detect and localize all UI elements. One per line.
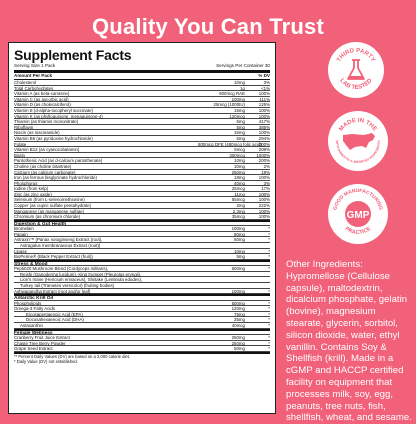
nutrient-dv: 100% — [258, 191, 270, 197]
nutrient-dv: 111% — [259, 96, 270, 102]
made-in-usa-badge — [328, 111, 388, 171]
nutrient-dv: 100% — [258, 130, 270, 136]
nutrient-dv: 100% — [258, 214, 270, 220]
nutrient-name: Copper (as cupric sulfate pentahydrate) — [14, 203, 92, 209]
nutrient-name: Astraxin™ (Panax notoginseng Extract (root), — [14, 237, 103, 243]
nutrient-dv: 100% — [258, 197, 270, 203]
other-ingredients-text: Other Ingredients: Hypromellose (Cellulose capsule), maltodextrin, dicalcium phosphate, gelatin (bovine), magnesium stearate, glycerin, sorbitol, silicon dioxide, water, ethyl vanillin. Contains Soy & Shellfish (krill). Made in a cGMP and HACCP certified facility on equipment that processes milk, soy, egg, peanuts, tree nuts, fish, shellfish, wheat, and sesame. — [286, 259, 412, 424]
serving-size: Serving Size 1 Pack — [14, 63, 56, 68]
nutrient-rows — [14, 80, 270, 220]
nutrient-dv: 200% — [258, 158, 270, 164]
nutrient-amount: 11mg — [234, 191, 245, 197]
nutrient-dv: 100% — [258, 208, 270, 214]
page-headline: Quality You Can Trust — [92, 14, 324, 39]
nutrient-dv: * — [268, 300, 270, 306]
nutrient-dv: * — [268, 311, 270, 317]
nutrient-dv: 1000% — [256, 152, 270, 158]
nutrient-name: Grape Seed Extract — [14, 346, 53, 352]
nutrient-amount — [198, 283, 248, 288]
nutrient-amount: 50mg — [234, 237, 245, 243]
nutrient-dv: 3% — [263, 180, 270, 186]
gmp-badge-center-text: GMP — [346, 210, 370, 221]
nutrient-name: Biotin — [14, 152, 25, 158]
footnote-not-established: * Daily Value (DV) not established. — [14, 358, 78, 364]
nutrient-amount: 5mg — [236, 119, 245, 125]
nutrient-dv: * — [268, 346, 270, 352]
nutrient-dv: 125% — [258, 102, 270, 108]
nutrient-amount: 100mg — [231, 226, 245, 232]
nutrient-amount: 2mg — [236, 203, 245, 209]
nutrient-name: Iron (as ferrous bisglycinate hydrochloride) — [14, 175, 97, 181]
nutrient-dv — [248, 277, 270, 282]
nutrient-amount: 10mg — [234, 248, 245, 254]
nutrient-dv: * — [268, 288, 270, 294]
nutrient-name: Lion's mane (Hericium erinaceus), Shiitake (Lentinula edodes), — [20, 277, 143, 283]
nutrient-name: Astaxanthin — [20, 322, 43, 328]
nutrient-name: Omega-3 Fatty Acids — [14, 306, 55, 312]
nutrient-dv: 100% — [258, 175, 270, 181]
nutrient-name: Total Carbohydrates — [14, 85, 54, 91]
nutrient-dv: 100% — [258, 91, 270, 97]
nutrient-amount: 100mg — [231, 96, 245, 102]
nutrient-amount: 50mg — [234, 346, 245, 352]
nutrient-amount: 300mcg — [229, 152, 245, 158]
nutrient-dv: 100% — [258, 107, 270, 113]
nutrient-name: Calcium (as calcium carbonate) — [14, 169, 76, 175]
nutrient-name: Manganese (as manganese sulfate) — [14, 208, 85, 214]
nutrient-amount: 5mg — [236, 254, 245, 260]
footnotes — [14, 352, 270, 364]
blend-sections — [14, 220, 270, 352]
nutrient-dv: * — [268, 231, 270, 237]
nutrient-dv: 17% — [261, 186, 270, 192]
nutrient-name: Riboflavin — [14, 124, 34, 130]
section-title: Digestion & Gut Health — [14, 220, 270, 226]
nutrient-amount: 500mg — [231, 266, 245, 272]
nutrient-name: Bromelain — [14, 226, 34, 232]
nutrient-dv: * — [268, 226, 270, 232]
nutrient-amount: 5mg — [236, 124, 245, 130]
nutrient-dv: * — [268, 340, 270, 346]
nutrient-amount: 800mcg DFE (480mcg folic acid) — [198, 141, 262, 147]
supplement-facts-panel — [8, 42, 276, 414]
nutrient-name: Turkey tail (Trametes versicolor) (fruiting bodies) — [20, 282, 115, 288]
nutrient-name: Zinc (as zinc oxide) — [14, 191, 52, 197]
nutrient-dv: * — [268, 237, 270, 243]
nutrient-amount: 40mcg — [231, 322, 245, 328]
nutrient-dv: 3% — [263, 80, 270, 85]
nutrient-amount: 16mg — [234, 130, 245, 136]
gmp-badge-top-text: GOOD MANUFACTURING — [332, 187, 384, 211]
nutrient-name: Vitamin A (as beta-carotene) — [14, 91, 70, 97]
servings-per-container: Servings Per Container 30 — [216, 63, 270, 68]
nutrient-amount: 10mg — [234, 158, 245, 164]
section-title: Antarctic Krill Oil — [14, 294, 270, 300]
gmp-badge-bottom-text: PRACTICE — [343, 226, 373, 237]
usa-badge-top-text: MADE IN THE — [338, 117, 378, 133]
nutrient-amount: 500mg — [231, 300, 245, 306]
nutrient-name: Phospholipids — [14, 300, 42, 306]
nutrient-dv: 385% — [258, 124, 270, 130]
nutrient-amount — [198, 243, 248, 248]
nutrient-amount: 120mg — [231, 306, 245, 312]
nutrient-name: Vitamin C (as ascorbic acid) — [14, 96, 69, 102]
nutrient-name: Papain — [14, 231, 28, 237]
nutrient-dv: 222% — [258, 203, 270, 209]
nutrient-name: Selenium (from L-selenomethionine) — [14, 197, 85, 203]
amount-header: Amount Per Pack — [14, 73, 53, 78]
nutrient-amount: 250mg — [231, 340, 245, 346]
lab-badge-bottom-text: LAB TESTED — [338, 77, 374, 92]
nutrient-dv: * — [268, 306, 270, 312]
nutrient-name: Folate — [14, 141, 27, 147]
nutrient-name: Lipase — [14, 248, 27, 254]
nutrient-amount: 1g — [240, 85, 245, 91]
lab-tested-badge — [328, 42, 384, 98]
svg-text:MADE IN THE — [338, 118, 377, 132]
nutrient-name: Ashwagandha Extract (root and/or leaf) — [14, 288, 91, 294]
nutrient-dv: 100% — [258, 113, 270, 119]
nutrient-amount — [198, 277, 248, 282]
nutrient-amount: 900mcg RAE — [219, 91, 245, 97]
nutrient-amount: 80mg — [234, 231, 245, 237]
nutrient-dv — [248, 283, 270, 288]
serving-info — [14, 63, 270, 73]
facts-table-header — [14, 73, 270, 80]
nutrient-name: Cholesterol — [14, 80, 37, 85]
nutrient-dv: * — [268, 334, 270, 340]
supplement-facts-title: Supplement Facts — [14, 47, 132, 63]
nutrient-dv: 294% — [258, 135, 270, 141]
nutrient-name: Docosahexaenoic Acid (DHA) — [26, 317, 84, 323]
nutrient-name: Vitamin E (d-alpha-tocopheryl succinate) — [14, 107, 93, 113]
section-title: Stress & Mood — [14, 260, 270, 266]
nutrient-name: Iodine (from kelp) — [14, 186, 49, 192]
nutrient-dv: <1% — [261, 85, 270, 91]
nutrient-amount: 2.3mg — [232, 208, 245, 214]
nutrient-amount: 5mcg — [234, 147, 245, 153]
nutrient-dv: 417% — [258, 119, 270, 125]
usa-badge-bottom-text: WITH DOMESTIC & IMPORTED INGREDIENTS — [334, 140, 382, 165]
nutrient-amount: 10mg — [234, 80, 245, 85]
nutrient-dv: * — [268, 248, 270, 254]
nutrient-name: Pepti020 Mushroom Blend (Cordyceps militaris), — [14, 266, 109, 272]
nutrient-dv: * — [268, 317, 270, 323]
dv-header: % DV — [258, 73, 270, 78]
nutrient-amount: 25mcg — [231, 186, 245, 192]
nutrient-name: Vitamin K (as phylloquinone, menaquinone-4) — [14, 113, 103, 119]
nutrient-amount: 250mg — [231, 334, 245, 340]
svg-text:PRACTICE — [344, 226, 373, 236]
nutrient-amount: 40mg — [234, 180, 245, 186]
nutrient-name: Phosphorus — [14, 180, 38, 186]
nutrient-amount: 25mcg (1000IU) — [213, 102, 245, 108]
nutrient-amount: 55mcg — [231, 197, 245, 203]
nutrient-amount: 10mg — [234, 163, 245, 169]
nutrient-name: Niacin (as niacinamide) — [14, 130, 60, 136]
nutrient-name: Astragalus membranaceus Extract (root)) — [20, 243, 101, 249]
nutrient-name: Vitamin B6 (as pyridoxine hydrochloride) — [14, 135, 93, 141]
footnote-dv: ** Percent Daily Values (DV) are based on a 2,000 calorie diet. — [14, 353, 131, 359]
nutrient-amount: 35mcg — [231, 214, 245, 220]
gmp-badge — [328, 184, 388, 244]
nutrient-amount: 120mcg — [229, 113, 245, 119]
nutrient-dv: 19% — [261, 169, 270, 175]
nutrient-dv — [248, 243, 270, 248]
nutrient-amount: 75mg — [234, 311, 245, 317]
nutrient-name: Thiamin (as thiamin mononitrate) — [14, 119, 79, 125]
nutrient-dv: * — [268, 266, 270, 272]
lab-badge-top-text: THIRD PARTY — [336, 47, 376, 64]
nutrient-amount: 18mg — [234, 175, 245, 181]
nutrient-amount: 250mg — [231, 169, 245, 175]
nutrient-amount — [198, 272, 248, 277]
nutrient-dv: 200% — [258, 141, 270, 147]
nutrient-name: Cranberry Fruit Juice Extract — [14, 334, 70, 340]
nutrient-dv: 2% — [263, 163, 270, 169]
nutrient-name: Eicosapentaenoic Acid (EPA) — [26, 311, 83, 317]
nutrient-name: BioPerine® (Black Pepper Extract (fruit)) — [14, 254, 93, 260]
nutrient-name: Vitamin D (as cholecalciferol) — [14, 102, 71, 108]
nutrient-amount: 100mg — [231, 288, 245, 294]
nutrient-name: Chromium (as chromium chloride) — [14, 214, 81, 220]
nutrient-amount: 5mg — [236, 135, 245, 141]
nutrient-name: Vitamin B12 (as cyanocobalamin) — [14, 147, 80, 153]
gmp-seal-icon — [345, 201, 371, 227]
usa-map-icon — [343, 133, 375, 150]
nutrient-name: Reishi (Ganoderma lucidum), King trumpet (Pleurotus eryngii), — [20, 271, 142, 277]
nutrient-dv: 208% — [258, 147, 270, 153]
nutrient-amount: 35mg — [234, 317, 245, 323]
nutrient-dv: * — [268, 322, 270, 328]
nutrient-amount: 15mg — [234, 107, 245, 113]
section-title: Female Wellness — [14, 329, 270, 335]
nutrient-dv: * — [268, 254, 270, 260]
nutrient-name: Pantothenic Acid (as d-calcium pantothenate) — [14, 158, 103, 164]
nutrient-name: Choline (as choline bitartrate) — [14, 163, 72, 169]
flask-icon — [348, 60, 364, 79]
nutrient-name: Chaste Tree Berry Powder — [14, 340, 66, 346]
nutrient-dv — [248, 272, 270, 277]
